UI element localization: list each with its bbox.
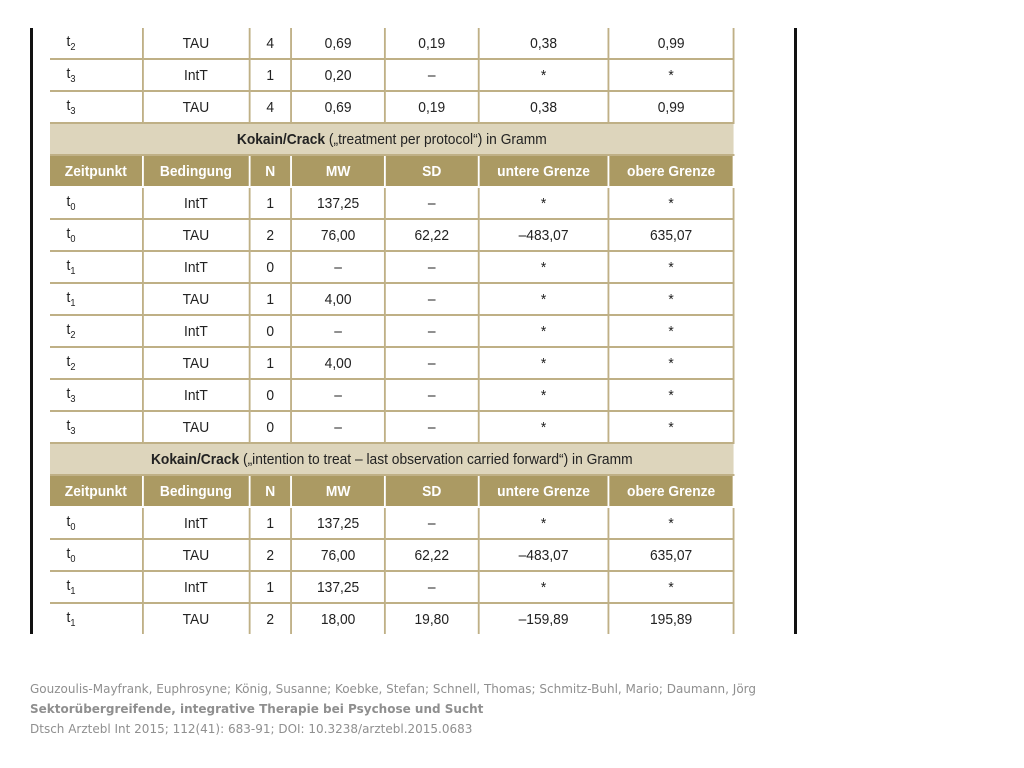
column-header: N: [249, 155, 291, 187]
time-index: 2: [70, 330, 76, 341]
time-letter: t: [66, 225, 71, 242]
cell-zeitpunkt: [50, 283, 143, 315]
time-letter: t: [66, 33, 71, 50]
cell-zeitpunkt: [50, 251, 143, 283]
cell-sd: –: [385, 251, 478, 283]
cell-sd: –: [385, 315, 478, 347]
cell-n: 0: [249, 251, 291, 283]
citation: [30, 679, 756, 739]
table-row: [50, 603, 734, 634]
cell-obere-grenze: *: [609, 187, 734, 219]
table-row: [50, 571, 734, 603]
header-row: [50, 155, 734, 187]
section-title-row: [50, 443, 734, 475]
section-title-row: [50, 123, 734, 155]
cell-untere-grenze: *: [478, 315, 608, 347]
cell-mw: 137,25: [291, 571, 385, 603]
time-index: 3: [70, 106, 76, 117]
cell-obere-grenze: *: [609, 315, 734, 347]
table-row: [50, 91, 734, 123]
time-letter: t: [66, 257, 71, 274]
cell-sd: –: [385, 507, 478, 539]
column-header: SD: [385, 475, 478, 507]
section-title-bold: Kokain/Crack: [236, 130, 326, 148]
cell-obere-grenze: *: [609, 571, 734, 603]
cell-untere-grenze: *: [478, 411, 608, 443]
citation-source: Dtsch Arztebl Int 2015; 112(41): 683-91; DOI: 10.3238/arztebl.2015.0683: [30, 722, 473, 736]
cell-untere-grenze: *: [478, 507, 608, 539]
cell-mw: 0,69: [291, 28, 385, 59]
column-header: MW: [291, 475, 385, 507]
cell-untere-grenze: *: [478, 187, 608, 219]
cell-bedingung: IntT: [143, 187, 250, 219]
cell-zeitpunkt: [50, 59, 143, 91]
cell-obere-grenze: *: [609, 347, 734, 379]
cell-n: 0: [249, 411, 291, 443]
cell-n: 0: [249, 379, 291, 411]
cell-obere-grenze: *: [609, 251, 734, 283]
cell-mw: 137,25: [291, 507, 385, 539]
cell-untere-grenze: *: [478, 379, 608, 411]
section-title-bold: Kokain/Crack: [150, 450, 240, 468]
section-title: [50, 443, 734, 475]
cell-untere-grenze: *: [478, 251, 608, 283]
cell-bedingung: TAU: [143, 603, 250, 634]
time-index: 1: [70, 586, 76, 597]
time-index: 3: [70, 426, 76, 437]
cell-obere-grenze: 0,99: [609, 91, 734, 123]
time-letter: t: [66, 577, 71, 594]
time-letter: t: [66, 353, 71, 370]
cell-n: 1: [249, 283, 291, 315]
time-index: 0: [70, 234, 76, 245]
time-letter: t: [66, 417, 71, 434]
cell-untere-grenze: 0,38: [478, 91, 608, 123]
cell-bedingung: IntT: [143, 571, 250, 603]
cell-mw: 18,00: [291, 603, 385, 634]
cell-bedingung: TAU: [143, 28, 250, 59]
cell-zeitpunkt: [50, 219, 143, 251]
cell-zeitpunkt: [50, 28, 143, 59]
table-row: [50, 347, 734, 379]
cell-zeitpunkt: [50, 379, 143, 411]
citation-title: Sektorübergreifende, integrative Therapie bei Psychose und Sucht: [30, 702, 484, 716]
cell-zeitpunkt: [50, 603, 143, 634]
cell-n: 2: [249, 219, 291, 251]
cell-mw: 0,69: [291, 91, 385, 123]
table-row: [50, 411, 734, 443]
cell-zeitpunkt: [50, 187, 143, 219]
time-index: 0: [70, 554, 76, 565]
cell-mw: –: [291, 251, 385, 283]
cell-zeitpunkt: [50, 539, 143, 571]
table-row: [50, 251, 734, 283]
cell-bedingung: IntT: [143, 315, 250, 347]
time-letter: t: [66, 609, 71, 626]
cell-zeitpunkt: [50, 507, 143, 539]
time-letter: t: [66, 65, 71, 82]
cell-bedingung: TAU: [143, 283, 250, 315]
cell-sd: 0,19: [385, 91, 478, 123]
cell-sd: –: [385, 571, 478, 603]
table-row: [50, 379, 734, 411]
time-letter: t: [66, 97, 71, 114]
column-header: obere Grenze: [609, 475, 734, 507]
cell-zeitpunkt: [50, 347, 143, 379]
column-header: Bedingung: [143, 155, 250, 187]
time-letter: t: [66, 545, 71, 562]
cell-mw: 4,00: [291, 283, 385, 315]
cell-n: 1: [249, 507, 291, 539]
cell-obere-grenze: *: [609, 283, 734, 315]
time-index: 1: [70, 298, 76, 309]
time-letter: t: [66, 321, 71, 338]
cell-untere-grenze: *: [478, 283, 608, 315]
time-letter: t: [66, 289, 71, 306]
cell-sd: –: [385, 411, 478, 443]
cell-obere-grenze: *: [609, 59, 734, 91]
cell-obere-grenze: *: [609, 411, 734, 443]
cell-untere-grenze: 0,38: [478, 28, 608, 59]
cell-zeitpunkt: [50, 315, 143, 347]
cell-n: 1: [249, 347, 291, 379]
time-index: 1: [70, 618, 76, 629]
cell-n: 4: [249, 91, 291, 123]
cell-n: 1: [249, 59, 291, 91]
cell-untere-grenze: *: [478, 571, 608, 603]
column-header: untere Grenze: [478, 475, 608, 507]
cell-bedingung: TAU: [143, 219, 250, 251]
cell-sd: –: [385, 59, 478, 91]
cell-bedingung: TAU: [143, 347, 250, 379]
column-header: Bedingung: [143, 475, 250, 507]
cell-n: 1: [249, 187, 291, 219]
column-header: SD: [385, 155, 478, 187]
table-row: [50, 187, 734, 219]
cell-obere-grenze: *: [609, 379, 734, 411]
cell-sd: –: [385, 347, 478, 379]
cell-mw: 137,25: [291, 187, 385, 219]
cell-untere-grenze: *: [478, 59, 608, 91]
cell-n: 0: [249, 315, 291, 347]
cell-bedingung: TAU: [143, 411, 250, 443]
time-index: 3: [70, 74, 76, 85]
citation-authors: Gouzoulis-Mayfrank, Euphrosyne; König, Susanne; Koebke, Stefan; Schnell, Thomas; Schmitz-Buhl, Mario; Daumann, Jörg: [30, 682, 757, 696]
cell-bedingung: IntT: [143, 507, 250, 539]
cell-mw: 4,00: [291, 347, 385, 379]
column-header: obere Grenze: [609, 155, 734, 187]
cell-sd: 62,22: [385, 219, 478, 251]
cell-mw: –: [291, 411, 385, 443]
time-letter: t: [66, 385, 71, 402]
cell-sd: –: [385, 379, 478, 411]
time-index: 0: [70, 522, 76, 533]
cell-zeitpunkt: [50, 571, 143, 603]
cell-mw: 0,20: [291, 59, 385, 91]
cell-obere-grenze: *: [609, 507, 734, 539]
column-header: untere Grenze: [478, 155, 608, 187]
cell-n: 2: [249, 603, 291, 634]
cell-mw: 76,00: [291, 219, 385, 251]
cell-bedingung: TAU: [143, 91, 250, 123]
cell-bedingung: IntT: [143, 59, 250, 91]
section-title-rest: („treatment per protocol“) in Gramm: [325, 130, 547, 148]
column-header: Zeitpunkt: [50, 475, 143, 507]
cell-n: 2: [249, 539, 291, 571]
table-frame: [30, 28, 797, 634]
cell-untere-grenze: *: [478, 347, 608, 379]
cell-zeitpunkt: [50, 91, 143, 123]
cell-bedingung: IntT: [143, 251, 250, 283]
cell-untere-grenze: –483,07: [478, 539, 608, 571]
time-letter: t: [66, 193, 71, 210]
column-header: N: [249, 475, 291, 507]
cell-obere-grenze: 635,07: [609, 219, 734, 251]
cell-bedingung: TAU: [143, 539, 250, 571]
cell-zeitpunkt: [50, 411, 143, 443]
cell-bedingung: IntT: [143, 379, 250, 411]
cell-sd: –: [385, 283, 478, 315]
cell-sd: 62,22: [385, 539, 478, 571]
time-index: 1: [70, 266, 76, 277]
section-title: [50, 123, 734, 155]
cell-mw: 76,00: [291, 539, 385, 571]
column-header: MW: [291, 155, 385, 187]
cell-mw: –: [291, 379, 385, 411]
cell-untere-grenze: –483,07: [478, 219, 608, 251]
table-row: [50, 59, 734, 91]
section-title-rest: („intention to treat – last observation carried forward“) in Gramm: [239, 450, 633, 468]
header-row: [50, 475, 734, 507]
time-index: 2: [70, 362, 76, 373]
time-letter: t: [66, 513, 71, 530]
table-row: [50, 219, 734, 251]
table-row: [50, 283, 734, 315]
time-index: 2: [70, 42, 76, 53]
table-row: [50, 539, 734, 571]
cell-obere-grenze: 0,99: [609, 28, 734, 59]
time-index: 3: [70, 394, 76, 405]
cell-n: 1: [249, 571, 291, 603]
table-row: [50, 507, 734, 539]
cell-sd: 19,80: [385, 603, 478, 634]
cell-untere-grenze: –159,89: [478, 603, 608, 634]
cell-sd: –: [385, 187, 478, 219]
cell-obere-grenze: 195,89: [609, 603, 734, 634]
results-table: [50, 28, 734, 634]
table-row: [50, 315, 734, 347]
cell-n: 4: [249, 28, 291, 59]
table-row: [50, 28, 734, 59]
time-index: 0: [70, 202, 76, 213]
cell-mw: –: [291, 315, 385, 347]
cell-sd: 0,19: [385, 28, 478, 59]
column-header: Zeitpunkt: [50, 155, 143, 187]
cell-obere-grenze: 635,07: [609, 539, 734, 571]
